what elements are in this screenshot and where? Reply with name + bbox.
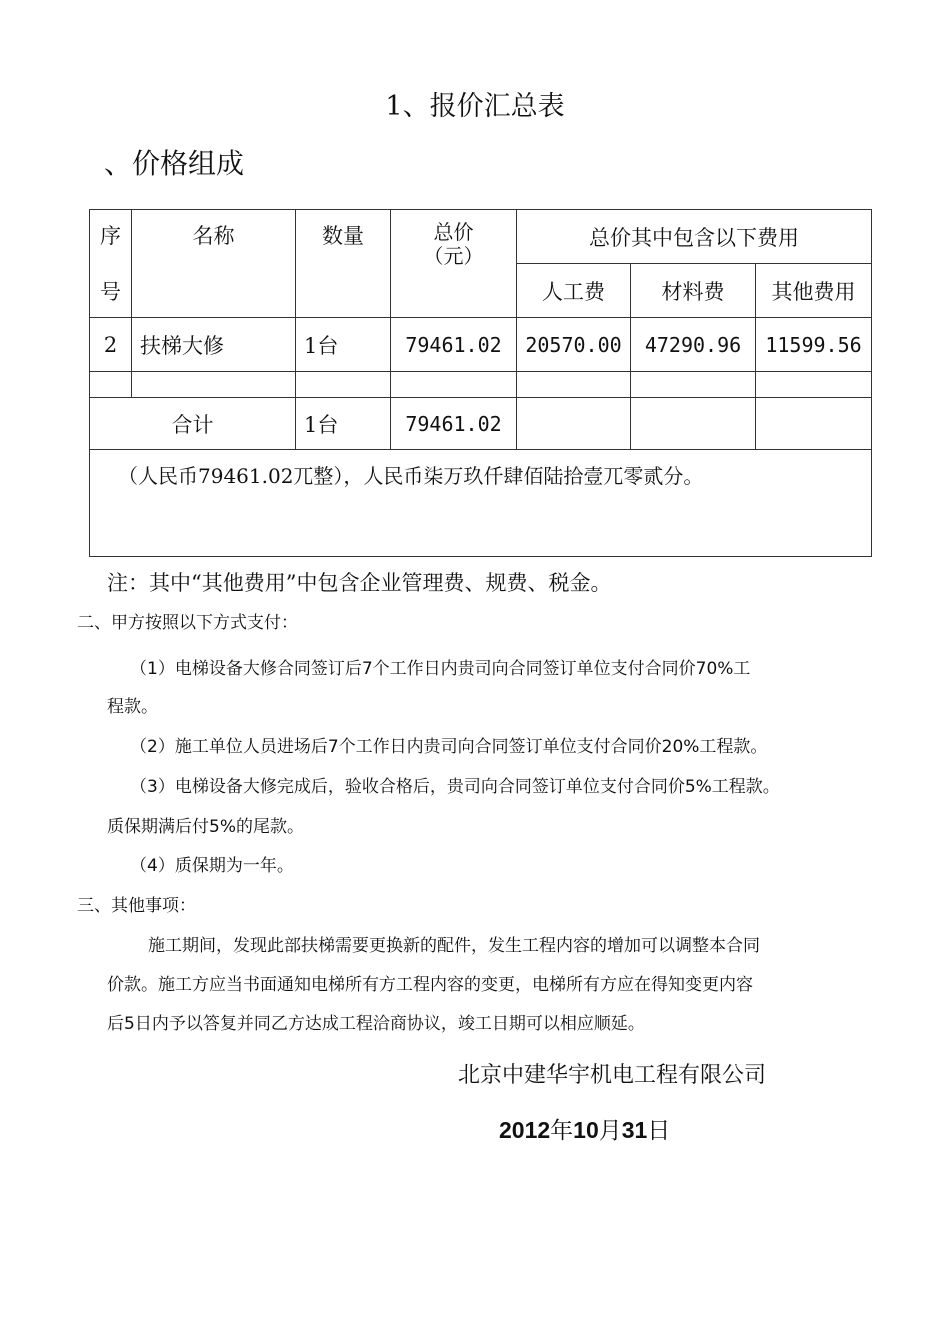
cell-material: 47290.96: [631, 318, 756, 372]
other-line-3: 后5日内予以答复并同乙方达成工程洽商协议，竣工日期可以相应顺延。: [107, 1014, 645, 1034]
payment-item-3-cont: 质保期满后付5%的尾款。: [107, 817, 304, 837]
empty-cell: [517, 372, 631, 398]
signature-date: [499, 1112, 670, 1145]
empty-cell: [631, 398, 756, 450]
empty-cell: [296, 372, 391, 398]
amount-in-words-cell: [90, 450, 872, 557]
empty-cell: [756, 398, 872, 450]
header-breakdown: 总价其中包含以下费用: [517, 210, 872, 264]
cell-total: 79461.02: [391, 318, 517, 372]
payment-heading: 二、甲方按照以下方式支付：: [77, 613, 298, 633]
other-line-2: 价款。施工方应当书面通知电梯所有方工程内容的变更，电梯所有方应在得知变更内容: [107, 975, 753, 995]
date-day: 31: [621, 1117, 648, 1143]
other-heading: 三、其他事项：: [77, 896, 196, 916]
amount-in-words: （人民币79461.02兀整），人民币柒万玖仟肆佰陆拾壹兀零贰分。: [118, 464, 704, 488]
empty-cell: [631, 372, 756, 398]
header-total-line2: （元）: [423, 244, 484, 268]
empty-cell: [90, 372, 132, 398]
empty-row: [90, 372, 872, 398]
total-row: [90, 398, 872, 450]
date-year-unit: 年: [550, 1118, 574, 1144]
payment-item-4: （4）质保期为一年。: [130, 856, 294, 876]
payment-item-1: （1）电梯设备大修合同签订后7个工作日内贵司向合同签订单位支付合同价70%工: [130, 659, 751, 679]
payment-item-3: （3）电梯设备大修完成后，验收合格后，贵司向合同签订单位支付合同价5%工程款。: [130, 777, 780, 797]
total-amount: 79461.02: [391, 398, 517, 450]
section-subtitle: 、价格组成: [104, 147, 245, 180]
cell-name: 扶梯大修: [132, 318, 296, 372]
total-label: 合计: [90, 398, 296, 450]
date-month: 10: [573, 1117, 599, 1143]
header-other: 其他费用: [756, 264, 872, 318]
cell-other: 11599.56: [756, 318, 872, 372]
date-year: 2012: [499, 1117, 551, 1143]
empty-cell: [132, 372, 296, 398]
other-line-1: 施工期间，发现此部扶梯需要更换新的配件，发生工程内容的增加可以调整本合同: [148, 936, 760, 956]
cell-qty: 1台: [296, 318, 391, 372]
date-day-unit: 日: [647, 1118, 671, 1144]
header-qty: 数量: [296, 210, 391, 318]
table-row: [90, 318, 872, 372]
cell-labor: 20570.00: [517, 318, 631, 372]
empty-cell: [391, 372, 517, 398]
payment-item-1-cont: 程款。: [107, 697, 158, 717]
empty-cell: [756, 372, 872, 398]
header-name: 名称: [132, 210, 296, 318]
header-total-line1: 总价: [433, 220, 474, 244]
cost-note: 注：其中“其他费用”中包含企业管理费、规费、税金。: [107, 571, 612, 595]
header-seq-line1: 序: [100, 224, 121, 248]
signature-company: 北京中建华宇机电工程有限公司: [458, 1063, 767, 1088]
payment-item-2: （2）施工单位人员进场后7个工作日内贵司向合同签订单位支付合同价20%工程款。: [130, 737, 768, 757]
quote-table: [89, 209, 872, 557]
cell-seq: 2: [90, 318, 132, 372]
total-qty: 1台: [296, 398, 391, 450]
header-total: [391, 210, 517, 318]
page-title: 1、报价汇总表: [385, 91, 565, 122]
date-month-unit: 月: [598, 1118, 622, 1144]
empty-cell: [517, 398, 631, 450]
header-seq: [90, 210, 132, 318]
header-labor: 人工费: [517, 264, 631, 318]
header-material: 材料费: [631, 264, 756, 318]
header-seq-line2: 号: [100, 280, 121, 304]
